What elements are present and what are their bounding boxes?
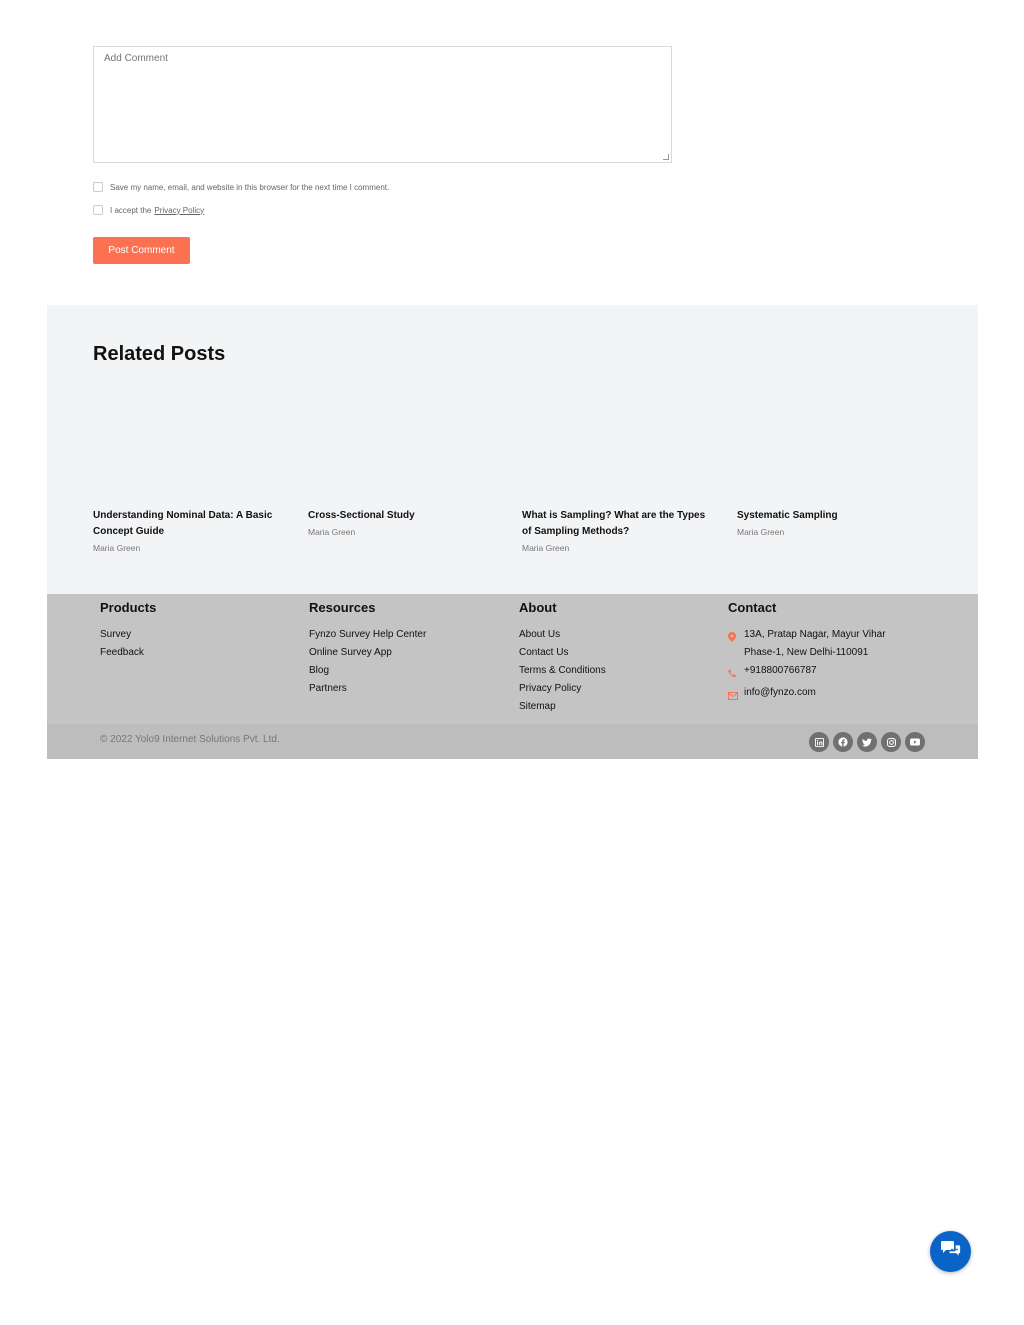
social-links — [809, 732, 925, 752]
envelope-icon — [728, 684, 744, 706]
related-post-card[interactable] — [522, 508, 714, 553]
related-post-card[interactable] — [93, 508, 285, 553]
footer-link-survey-app[interactable]: Online Survey App — [309, 647, 392, 658]
related-post-author: Maria Green — [93, 543, 141, 553]
accept-prefix-label: I accept the — [110, 205, 152, 215]
related-post-title[interactable]: Systematic Sampling — [737, 510, 838, 521]
footer-link-help-center[interactable]: Fynzo Survey Help Center — [309, 629, 427, 640]
linkedin-icon[interactable] — [809, 732, 829, 752]
contact-email-text[interactable]: info@fynzo.com — [744, 687, 816, 698]
footer-products-column — [100, 600, 156, 662]
instagram-icon[interactable] — [881, 732, 901, 752]
youtube-icon[interactable] — [905, 732, 925, 752]
footer-about-heading: About — [519, 600, 557, 615]
resize-handle[interactable] — [663, 154, 669, 160]
save-info-label: Save my name, email, and website in this browser for the next time I comment. — [110, 182, 390, 192]
footer-link-blog[interactable]: Blog — [309, 665, 330, 676]
footer-products-heading: Products — [100, 600, 157, 615]
related-post-card[interactable] — [308, 508, 500, 537]
chat-icon — [941, 1240, 961, 1263]
accept-privacy-row — [93, 205, 204, 215]
related-post-title[interactable]: Understanding Nominal Data: A Basic Concept Guide — [93, 510, 273, 537]
related-post-author: Maria Green — [737, 527, 785, 537]
related-post-author: Maria Green — [308, 527, 356, 537]
related-post-card[interactable] — [737, 508, 929, 537]
save-info-checkbox[interactable] — [93, 182, 103, 192]
footer-link-privacy[interactable]: Privacy Policy — [519, 683, 582, 694]
contact-email[interactable] — [728, 684, 913, 706]
comment-textarea-wrapper — [93, 46, 672, 163]
sub-footer — [47, 724, 978, 759]
footer-contact-heading: Contact — [728, 600, 777, 615]
comment-textarea[interactable] — [94, 47, 671, 162]
footer-link-terms[interactable]: Terms & Conditions — [519, 665, 606, 676]
contact-phone[interactable] — [728, 662, 913, 684]
twitter-icon[interactable] — [857, 732, 877, 752]
contact-address — [728, 626, 913, 662]
contact-address-text: 13A, Pratap Nagar, Mayur Vihar Phase-1, New Delhi-110091 — [744, 629, 886, 658]
related-post-title[interactable]: What is Sampling? What are the Types of Sampling Methods? — [522, 510, 706, 537]
footer-link-feedback[interactable]: Feedback — [100, 647, 144, 658]
map-pin-icon — [728, 626, 744, 648]
related-posts-section — [47, 305, 978, 594]
footer-resources-column — [309, 600, 426, 698]
footer-resources-heading: Resources — [309, 600, 376, 615]
footer-link-partners[interactable]: Partners — [309, 683, 347, 694]
site-footer — [47, 594, 978, 724]
related-post-title[interactable]: Cross-Sectional Study — [308, 510, 415, 521]
privacy-policy-link[interactable]: Privacy Policy — [154, 205, 205, 215]
chat-launcher-button[interactable] — [930, 1231, 971, 1272]
footer-link-about-us[interactable]: About Us — [519, 629, 561, 640]
footer-link-sitemap[interactable]: Sitemap — [519, 701, 556, 712]
accept-privacy-checkbox[interactable] — [93, 205, 103, 215]
copyright-text: © 2022 Yolo9 Internet Solutions Pvt. Ltd. — [100, 734, 280, 745]
footer-about-column — [519, 600, 606, 716]
save-info-row — [93, 182, 389, 192]
footer-link-survey[interactable]: Survey — [100, 629, 132, 640]
facebook-icon[interactable] — [833, 732, 853, 752]
related-post-author: Maria Green — [522, 543, 570, 553]
footer-link-contact-us[interactable]: Contact Us — [519, 647, 569, 658]
post-comment-button[interactable]: Post Comment — [93, 237, 190, 264]
contact-phone-text[interactable]: +918800766787 — [744, 665, 817, 676]
phone-icon — [728, 662, 744, 684]
related-posts-heading: Related Posts — [93, 343, 226, 365]
footer-contact-column — [728, 600, 913, 706]
